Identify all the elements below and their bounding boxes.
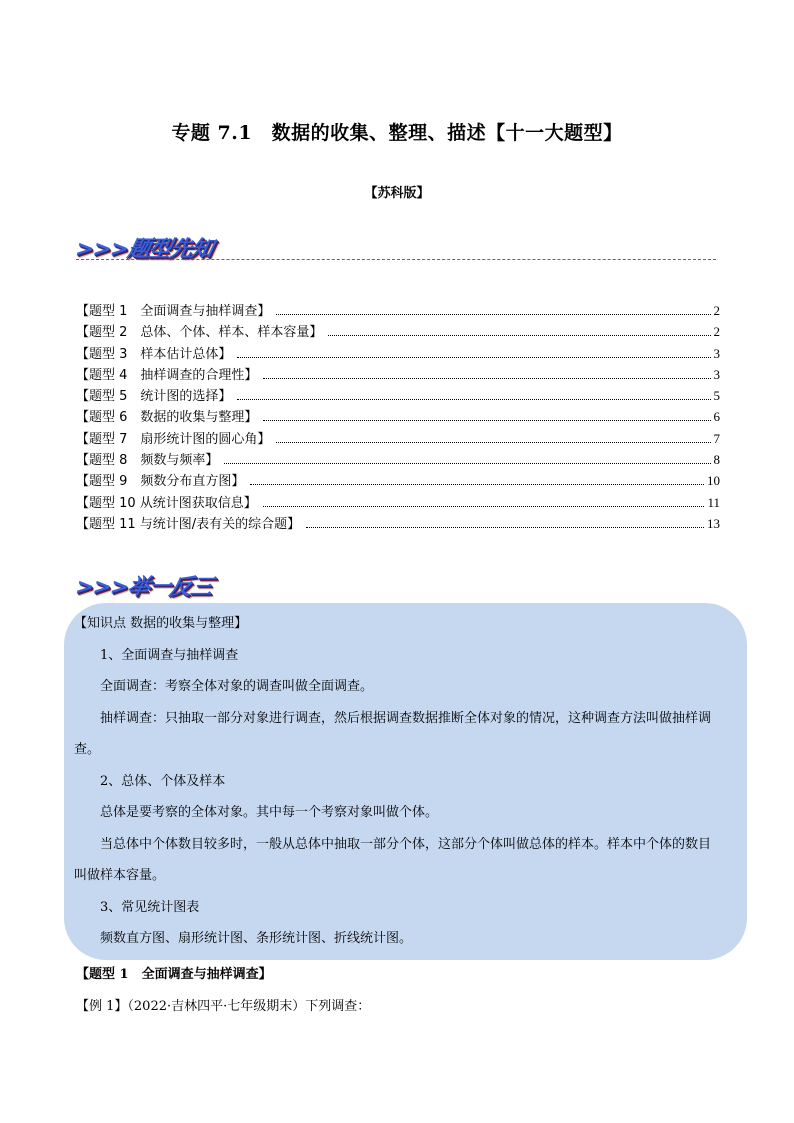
toc-entry-label: 【题型 6 数据的收集与整理】 [76,410,258,426]
toc-entry-label: 【题型 9 频数分布直方图】 [76,474,245,490]
toc-entry[interactable] [76,513,720,534]
toc-page-number: 3 [713,345,720,361]
knowledge-section-title: 2、总体、个体及样本 [100,773,226,789]
toc-entry[interactable] [76,364,720,385]
toc-page-number: 8 [713,452,720,468]
toc-page-number: 2 [713,324,720,340]
knowledge-section-title: 1、全面调查与抽样调查 [100,647,239,663]
toc-entry[interactable] [76,321,720,342]
toc-page-number: 2 [713,303,720,318]
toc-leader-dots [276,313,710,315]
toc-page-number: 7 [713,430,720,446]
toc-page-number: 6 [713,409,720,425]
knowledge-paragraph: 总体是要考察的全体对象。其中每一个考察对象叫做个体。 [100,805,439,820]
knowledge-paragraph: 频数直方图、扇形统计图、条形统计图、折线统计图。 [100,931,413,946]
toc-page-number: 3 [713,366,720,382]
toc-page-number: 5 [713,388,720,404]
knowledge-paragraph: 全面调查：考察全体对象的调查叫做全面调查。 [100,679,374,694]
knowledge-heading: 【知识点 数据的收集与整理】 [74,616,248,631]
toc-entry-label: 【题型 11 与统计图/表有关的综合题】 [76,516,301,532]
toc-entry-label: 【题型 8 频数与频率】 [76,453,219,469]
toc-leader-dots [306,526,704,528]
toc-leader-dots [263,505,705,507]
divider [76,259,716,260]
toc-leader-dots [237,356,710,358]
toc-leader-dots [263,419,710,421]
knowledge-paragraph: 抽样调查：只抽取一部分对象进行调查，然后根据调查数据推断全体对象的情况，这种调查方法叫做抽样调查。 [74,710,712,757]
toc-page-number: 10 [707,473,720,489]
knowledge-content [74,608,722,955]
toc-entry-label: 【题型 2 总体、个体、样本、样本容量】 [76,325,323,341]
toc-entry[interactable] [76,385,720,406]
knowledge-section-title: 3、常见统计图表 [100,899,200,915]
toc-entry[interactable] [76,470,720,491]
toc-leader-dots [250,483,704,485]
toc-page-number: 13 [707,515,720,531]
toc-leader-dots [237,398,710,400]
toc-entry-label: 【题型 7 扇形统计图的圆心角】 [76,431,271,447]
edition-label: 【苏科版】 [364,186,430,201]
table-of-contents [76,300,720,534]
toc-banner [72,232,716,262]
toc-entry-label: 【题型 10 从统计图获取信息】 [76,495,257,511]
knowledge-paragraph: 当总体中个体数目较多时，一般从总体中抽取一部分个体，这部分个体叫做总体的样本。样本中个体的数目叫做样本容量。 [74,836,712,883]
practice-banner-text: >>>举一反三 [72,575,215,600]
toc-entry-label: 【题型 4 抽样调查的合理性】 [76,367,258,383]
toc-leader-dots [263,377,710,379]
toc-entry-label: 【题型 1 全面调查与抽样调查】 [76,304,271,319]
toc-leader-dots [328,334,710,336]
toc-entry[interactable] [76,492,720,513]
section-heading: 【题型 1 全面调查与抽样调查】 [76,967,272,982]
practice-banner [72,570,716,600]
toc-entry-label: 【题型 3 样本估计总体】 [76,346,232,362]
toc-entry[interactable] [76,300,720,321]
toc-entry[interactable] [76,449,720,470]
toc-leader-dots [276,441,710,443]
toc-banner-text: >>>题型先知 [72,237,215,262]
toc-leader-dots [224,462,710,464]
toc-entry[interactable] [76,428,720,449]
document-title: 专题 7.1 数据的收集、整理、描述【十一大题型】 [171,122,623,144]
toc-entry[interactable] [76,343,720,364]
example-text: 【例 1】（2022·吉林四平·七年级期末）下列调查： [76,999,371,1014]
toc-entry-label: 【题型 5 统计图的选择】 [76,389,232,405]
toc-page-number: 11 [707,494,720,510]
toc-entry[interactable] [76,406,720,427]
